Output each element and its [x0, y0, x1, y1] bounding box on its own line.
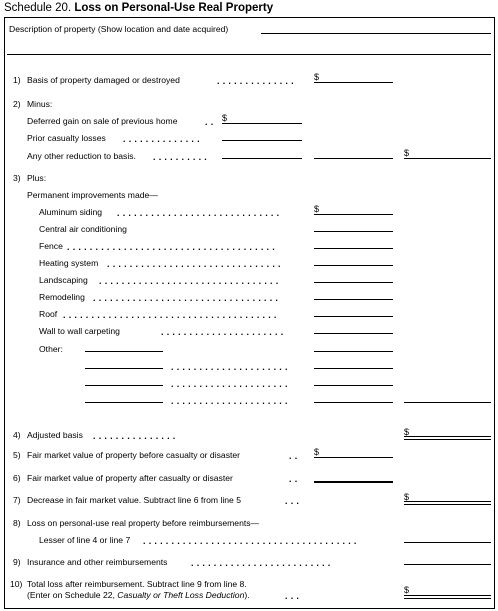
line1-amount-field[interactable]	[314, 82, 393, 83]
other-amount-4[interactable]	[314, 402, 393, 403]
line6-label: Fair market value of property after casualty or disaster	[27, 473, 233, 483]
line2c-amount-field[interactable]	[222, 158, 302, 159]
line7-amount-field[interactable]	[404, 501, 491, 505]
line3b-label: Central air conditioning	[39, 224, 127, 234]
line3f-amount-field[interactable]	[314, 299, 393, 300]
line7-dollar: $	[404, 492, 410, 502]
schedule-number: Schedule 20.	[4, 2, 72, 14]
line3c-leader: .....................................	[67, 242, 278, 252]
schedule-name: Loss on Personal-Use Real Property	[74, 2, 274, 14]
line10-leader: ...	[285, 591, 303, 601]
line3e-label: Landscaping	[39, 275, 88, 285]
description-label: Description of property (Show location and date acquired)	[9, 24, 229, 34]
other-amount-3[interactable]	[314, 385, 393, 386]
line2a-dollar: $	[222, 113, 228, 123]
line1-dollar: $	[314, 72, 320, 82]
line2a-amount-field[interactable]	[222, 123, 302, 124]
line6-number: 6)	[13, 473, 21, 483]
line4-dollar: $	[404, 427, 410, 437]
line2b-leader: ..............	[123, 134, 203, 144]
line2c-label: Any other reduction to basis.	[27, 151, 136, 161]
line3-sublabel: Permanent improvements made—	[27, 190, 158, 200]
line3-number: 3)	[13, 173, 21, 183]
line3g-amount-field[interactable]	[314, 316, 393, 317]
line3a-label: Aluminum siding	[39, 207, 103, 217]
line5-number: 5)	[13, 450, 21, 460]
line6-leader: ..	[289, 474, 301, 484]
line3e-leader: ................................	[99, 276, 282, 286]
other-leader-2: .....................	[171, 362, 291, 372]
line3c-label: Fence	[39, 241, 63, 251]
line5-label: Fair market value of property before casualty or disaster	[27, 450, 241, 460]
line8-leader: ......................................	[143, 536, 360, 546]
other-leader-3: .....................	[171, 379, 291, 389]
other-amount-2[interactable]	[314, 368, 393, 369]
line4-number: 4)	[13, 430, 21, 440]
line2a-label: Deferred gain on sale of previous home	[27, 116, 178, 126]
line10-sub-prefix: (Enter on Schedule 22,	[27, 590, 118, 600]
line8-number: 8)	[13, 518, 21, 528]
other-description-3[interactable]	[85, 385, 163, 386]
line1-leader: ..............	[217, 76, 297, 86]
line7-leader: ...	[285, 496, 303, 506]
line10-label: Total loss after reimbursement. Subtract line 9 from line 8.	[27, 579, 247, 589]
other-description-2[interactable]	[85, 368, 163, 369]
line9-leader: .........................	[191, 558, 334, 568]
line10-amount-field[interactable]	[404, 595, 491, 599]
line10-number: 10)	[10, 579, 23, 589]
line6-amount-field[interactable]	[314, 481, 393, 483]
line3e-amount-field[interactable]	[314, 282, 393, 283]
line2b-label: Prior casualty losses	[27, 133, 106, 143]
line3-total-field[interactable]	[404, 402, 491, 403]
other-description-1[interactable]	[85, 351, 163, 352]
other-amount-1[interactable]	[314, 351, 393, 352]
line4-amount-field[interactable]	[404, 436, 491, 440]
line8-sublabel: Lesser of line 4 or line 7	[39, 535, 131, 545]
description-line-1[interactable]	[261, 33, 491, 34]
other-description-4[interactable]	[85, 402, 163, 403]
line3d-leader: ...............................	[107, 259, 284, 269]
line1-label: Basis of property damaged or destroyed	[27, 75, 180, 85]
description-line-2[interactable]	[7, 54, 491, 55]
line5-leader: ..	[289, 451, 301, 461]
line2-subtotal-field[interactable]	[314, 158, 393, 159]
line3h-label: Wall to wall carpeting	[39, 326, 120, 336]
line3-other-label: Other:	[39, 344, 63, 354]
line8-amount-field[interactable]	[404, 542, 491, 543]
line3g-leader: ......................................	[63, 310, 280, 320]
line3d-amount-field[interactable]	[314, 265, 393, 266]
line3a-leader: .............................	[117, 208, 283, 218]
line3f-leader: .................................	[93, 293, 282, 303]
line7-label: Decrease in fair market value. Subtract line 6 from line 5	[27, 495, 241, 505]
line1-number: 1)	[13, 75, 21, 85]
line2-label: Minus:	[27, 99, 53, 109]
line3a-amount-field[interactable]	[314, 214, 393, 215]
line7-number: 7)	[13, 495, 21, 505]
line2c-leader: ..........	[153, 152, 211, 162]
line10-dollar: $	[404, 585, 410, 595]
line2b-amount-field[interactable]	[222, 140, 302, 141]
line5-amount-field[interactable]	[314, 457, 393, 458]
line2-total-dollar: $	[404, 148, 410, 158]
line4-label: Adjusted basis	[27, 430, 83, 440]
line3f-label: Remodeling	[39, 292, 85, 302]
line2-number: 2)	[13, 99, 21, 109]
other-leader-4: .....................	[171, 396, 291, 406]
line3h-leader: ......................	[161, 327, 287, 337]
line3c-amount-field[interactable]	[314, 248, 393, 249]
line9-amount-field[interactable]	[404, 564, 491, 565]
line8-label: Loss on personal-use real property before reimbursements—	[27, 518, 260, 528]
line4-leader: ...............	[93, 431, 179, 441]
line9-number: 9)	[13, 557, 21, 567]
line2-total-field[interactable]	[404, 158, 491, 159]
line2a-leader: ..	[205, 117, 217, 127]
schedule-title	[4, 2, 273, 14]
line10-sublabel	[27, 590, 250, 600]
line10-sub-suffix: ).	[244, 590, 250, 600]
line3b-amount-field[interactable]	[314, 231, 393, 232]
line3h-amount-field[interactable]	[314, 333, 393, 334]
line9-label: Insurance and other reimbursements	[27, 557, 168, 567]
line3a-dollar: $	[314, 204, 320, 214]
line3g-label: Roof	[39, 309, 58, 319]
line3-label: Plus:	[27, 173, 47, 183]
form-frame	[4, 17, 495, 609]
line3d-label: Heating system	[39, 258, 99, 268]
line10-sub-italic: Casualty or Theft Loss Deduction	[117, 590, 245, 600]
line5-dollar: $	[314, 447, 320, 457]
